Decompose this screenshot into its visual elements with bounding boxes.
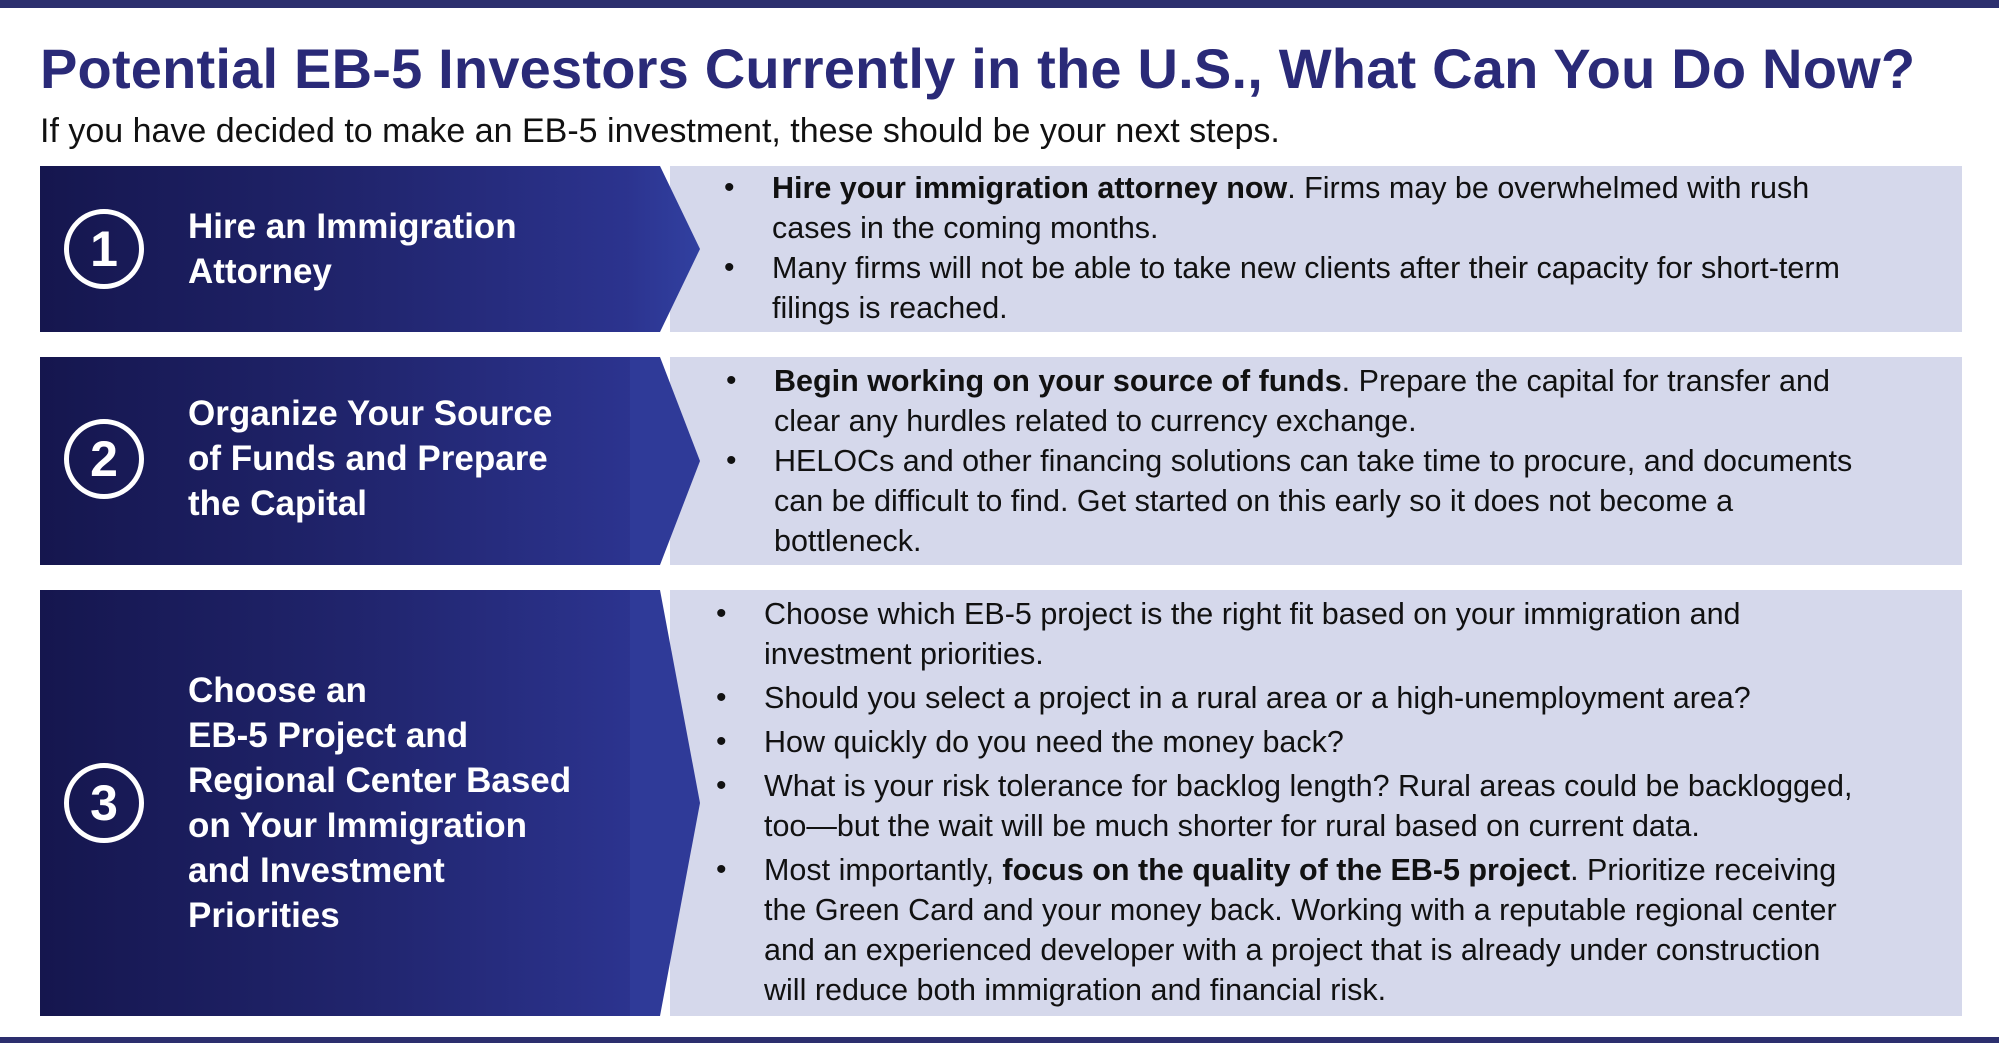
step-2 bbox=[40, 357, 1962, 565]
step-1 bbox=[40, 166, 1962, 332]
step-3-number-badge: 3 bbox=[64, 763, 144, 843]
step-1-bullet-2 bbox=[724, 248, 1840, 328]
bullet-dot-icon: • bbox=[716, 597, 727, 630]
bullet-pre: Most importantly, bbox=[764, 853, 1003, 887]
step-3-bullet-4 bbox=[716, 766, 1853, 846]
step-1-bullet-1 bbox=[724, 168, 1840, 248]
step-3-bullet-5 bbox=[716, 850, 1852, 1010]
bullet-bold: focus on the quality of the EB-5 project bbox=[1002, 853, 1571, 887]
step-3-body bbox=[670, 590, 1962, 1016]
step-1-title: Hire an Immigration Attorney bbox=[188, 207, 517, 291]
bullet-dot-icon: • bbox=[724, 251, 735, 284]
step-3-bullet-1 bbox=[716, 594, 1852, 674]
bullet-text: How quickly do you need the money back? bbox=[764, 725, 1344, 759]
bullet-bold: Hire your immigration attorney now bbox=[772, 171, 1288, 205]
page-subtitle: If you have decided to make an EB-5 investment, these should be your next steps. bbox=[40, 112, 1280, 150]
step-3 bbox=[40, 590, 1962, 1016]
bullet-dot-icon: • bbox=[716, 725, 727, 758]
bullet-text: HELOCs and other financing solutions can take time to procure, and documents can be difficult to find. Get started on this early so it does not become a bottleneck. bbox=[774, 444, 1853, 558]
step-1-number-badge: 1 bbox=[64, 209, 144, 289]
step-3-title: Choose an EB-5 Project and Regional Center Based on Your Immigration and Investment Priorities bbox=[188, 671, 572, 935]
step-3-arrow bbox=[630, 590, 700, 1016]
bullet-text: Many firms will not be able to take new clients after their capacity for short-term filings is reached. bbox=[772, 251, 1840, 325]
bullet-text: Should you select a project in a rural area or a high-unemployment area? bbox=[764, 681, 1751, 715]
step-2-bullet-1 bbox=[726, 361, 1852, 441]
bullet-text: What is your risk tolerance for backlog length? Rural areas could be backlogged, too—but the wait will be much shorter for rural based on current data. bbox=[764, 769, 1853, 843]
bullet-dot-icon: • bbox=[716, 769, 727, 802]
bullet-text: Choose which EB-5 project is the right fit based on your immigration and investment priorities. bbox=[764, 597, 1741, 671]
bullet-text: . Prepare the capital for transfer and clear any hurdles related to currency exchange. bbox=[774, 364, 1830, 438]
step-2-bullets bbox=[726, 361, 1853, 561]
bullet-dot-icon: • bbox=[724, 171, 735, 204]
bullet-dot-icon: • bbox=[716, 853, 727, 886]
bullet-dot-icon: • bbox=[726, 444, 737, 477]
step-2-title: Organize Your Source of Funds and Prepare the Capital bbox=[188, 394, 553, 523]
step-2-body bbox=[670, 357, 1962, 565]
page-title: Potential EB-5 Investors Currently in the U.S., What Can You Do Now? bbox=[40, 37, 1916, 100]
step-2-arrow bbox=[630, 357, 700, 565]
step-3-bullet-2 bbox=[716, 678, 1852, 718]
step-3-bullet-3 bbox=[716, 722, 1852, 762]
step-1-arrow bbox=[630, 166, 700, 332]
step-1-bullets bbox=[724, 168, 1840, 328]
step-2-bullet-2 bbox=[726, 441, 1853, 561]
step-1-body bbox=[670, 166, 1962, 332]
step-2-number-badge: 2 bbox=[64, 419, 144, 499]
top-rule bbox=[0, 0, 1999, 8]
bullet-dot-icon: • bbox=[716, 681, 727, 714]
bullet-text: . Prioritize receiving the Green Card and your money back. Working with a reputable regional center and an experienced developer with a project that is already under construction will reduce both immigration and financial risk. bbox=[764, 853, 1837, 1007]
bullet-bold: Begin working on your source of funds bbox=[774, 364, 1342, 398]
bottom-rule bbox=[0, 1037, 1999, 1043]
bullet-dot-icon: • bbox=[726, 364, 737, 397]
step-3-bullets bbox=[716, 594, 1853, 1010]
bullet-text: . Firms may be overwhelmed with rush cases in the coming months. bbox=[772, 171, 1810, 245]
